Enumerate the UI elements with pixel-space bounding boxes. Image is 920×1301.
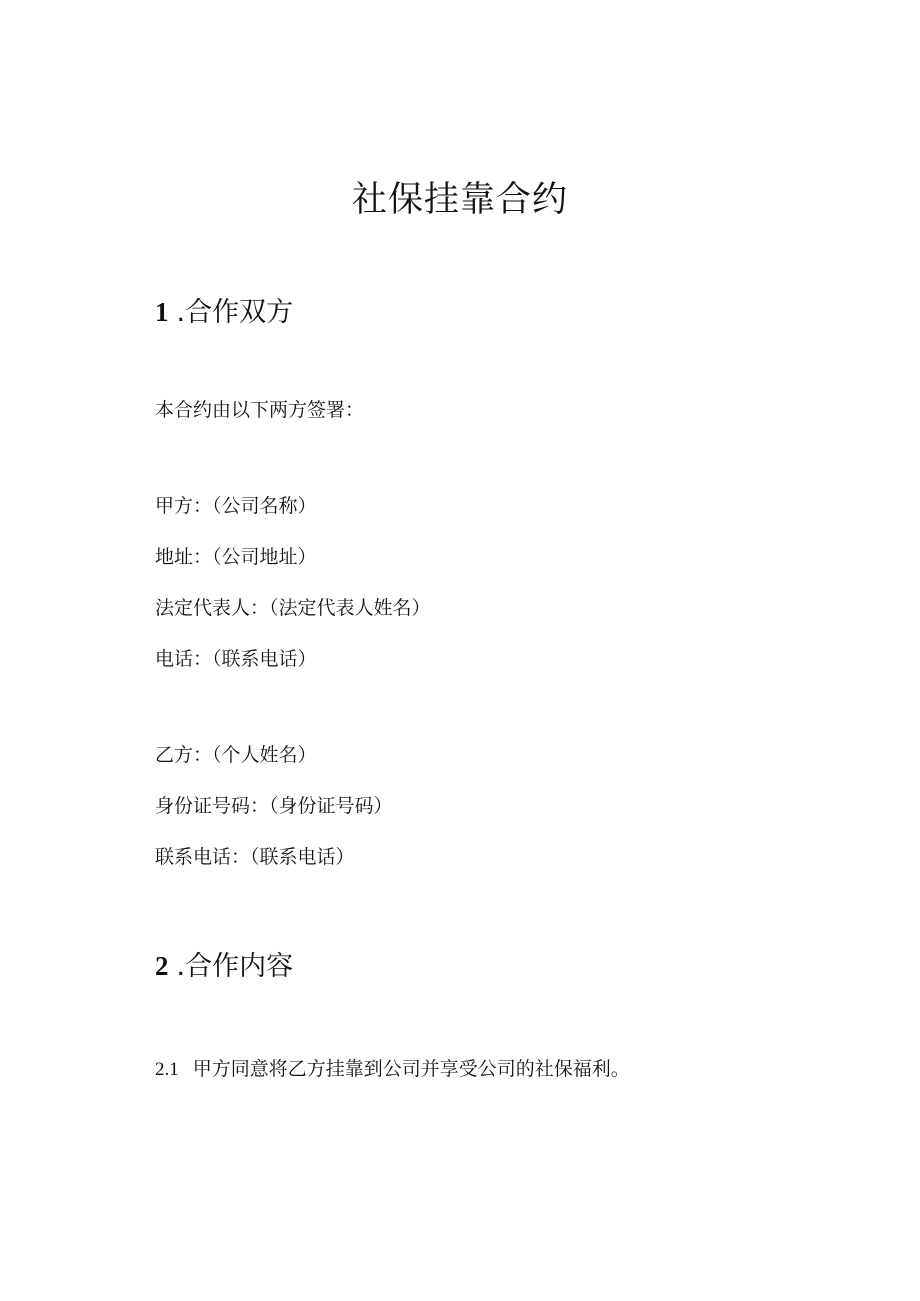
party-a-phone: 电话：（联系电话） (155, 648, 317, 670)
clause-2-1-text: 甲方同意将乙方挂靠到公司并享受公司的社保福利。 (192, 1058, 630, 1080)
section-2-heading (155, 946, 293, 987)
section-2-number: 2 (155, 951, 169, 981)
document-title: 社保挂靠合约 (351, 180, 568, 220)
party-b-name: 乙方：（个人姓名） (155, 744, 317, 766)
section-1-number: 1 (155, 297, 169, 327)
intro-text: 本合约由以下两方签署： (155, 399, 365, 421)
party-b-id-number: 身份证号码：（身份证号码） (155, 795, 393, 817)
clause-2-1-number: 2.1 (155, 1059, 179, 1080)
party-a-address: 地址：（公司地址） (155, 546, 317, 568)
section-1-heading (155, 292, 293, 333)
clause-2-1 (155, 1054, 630, 1085)
section-2-title: .合作内容 (176, 951, 294, 982)
party-b-phone: 联系电话：（联系电话） (155, 846, 355, 868)
party-a-legal-representative: 法定代表人：（法定代表人姓名） (155, 597, 431, 619)
section-1-title: .合作双方 (176, 297, 294, 328)
party-a-name: 甲方：（公司名称） (155, 495, 317, 517)
